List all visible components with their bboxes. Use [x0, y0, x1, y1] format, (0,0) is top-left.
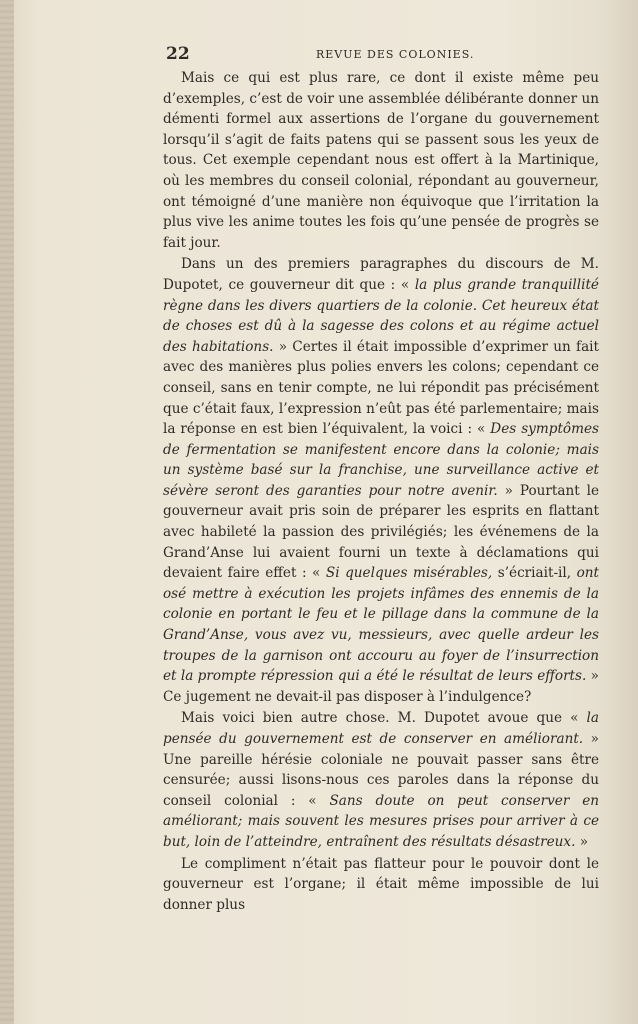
page-number: 22	[166, 44, 190, 64]
text-segment: » Une pareille hérésie coloniale ne pouvait passer sans être censurée; aussi lisons-nous ces paroles dans la réponse du conseil colonial : «	[163, 731, 599, 809]
page-gutter	[0, 0, 14, 1024]
paragraph	[163, 708, 599, 852]
text-segment: s’écriait-il,	[492, 565, 577, 582]
body-text	[163, 68, 599, 915]
quoted-text: Des symptômes de fermentation se manifestent encore dans la colonie; mais un système basé sur la franchise, une surveillance active et sévère seront des garanties pour notre avenir.	[163, 421, 599, 499]
text-segment: Mais voici bien autre chose. M. Dupotet avoue que «	[181, 710, 587, 727]
quoted-text: Si quelques misérables,	[325, 565, 493, 582]
text-segment: » Pourtant le gouverneur avait pris soin de préparer les esprits en flattant avec habileté la passion des privilégiés; les événemens de la Grand’Anse lui avaient fourni un texte à déclamations qui devaient faire effet : «	[163, 482, 599, 582]
text-segment: Le compliment n’était pas flatteur pour le pouvoir dont le gouverneur est l’organe; il était même impossible de lui donner plus	[163, 855, 599, 913]
text-segment: Mais ce qui est plus rare, ce dont il existe même peu d’exemples, c’est de voir une assemblée délibérante donner un démenti formel aux assertions de l’organe du gouvernement lorsqu’il s’agit de faits patens qui se passent sous les yeux de tous. Cet exemple cependant nous est offert à la Martinique, où les membres du conseil colonial, répondant au gouverneur, ont témoigné d’une manière non équivoque que l’irritation la plus vive les anime toutes les fois qu’une pensée de progrès se fait jour.	[163, 70, 599, 251]
text-segment: » Certes il était impossible d’exprimer un fait avec des manières plus polies envers les colons; cependant ce conseil, sans en tenir compte, ne lui répondit pas précisément que c’était faux, l’expression n’eût pas été parlementaire; mais la réponse en est bien l’équivalent, la voici : «	[163, 338, 599, 438]
text-segment: » Ce jugement ne devait-il pas disposer à l’indulgence?	[163, 668, 599, 705]
text-segment: »	[575, 833, 589, 850]
quoted-text: la plus grande tranquillité règne dans les divers quartiers de la colonie. Cet heureux état de choses est dû à la sagesse des colons et au régime actuel des habitations.	[163, 276, 599, 355]
paragraph	[163, 854, 599, 916]
quoted-text: la pensée du gouvernement est de conserver en améliorant.	[163, 710, 599, 747]
paragraph	[163, 68, 599, 253]
page-header	[166, 44, 596, 66]
quoted-text: ont osé mettre à exécution les projets infâmes des ennemis de la colonie en portant le feu et le pillage dans la commune de la Grand’Anse, vous avez vu, messieurs, avec quelle ardeur les troupes de la garnison ont accouru au foyer de l’insurrection et la prompte répression qui a été le résultat de leurs efforts.	[163, 565, 599, 685]
running-title: REVUE DES COLONIES.	[316, 48, 475, 61]
text-segment: Dans un des premiers paragraphes du discours de M. Dupotet, ce gouverneur dit que : «	[163, 256, 599, 293]
paragraph	[163, 254, 599, 707]
quoted-text: Sans doute on peut conserver en améliorant; mais souvent les mesures prises pour arriver à ce but, loin de l’atteindre, entraînent des résultats désastreux.	[163, 792, 599, 850]
